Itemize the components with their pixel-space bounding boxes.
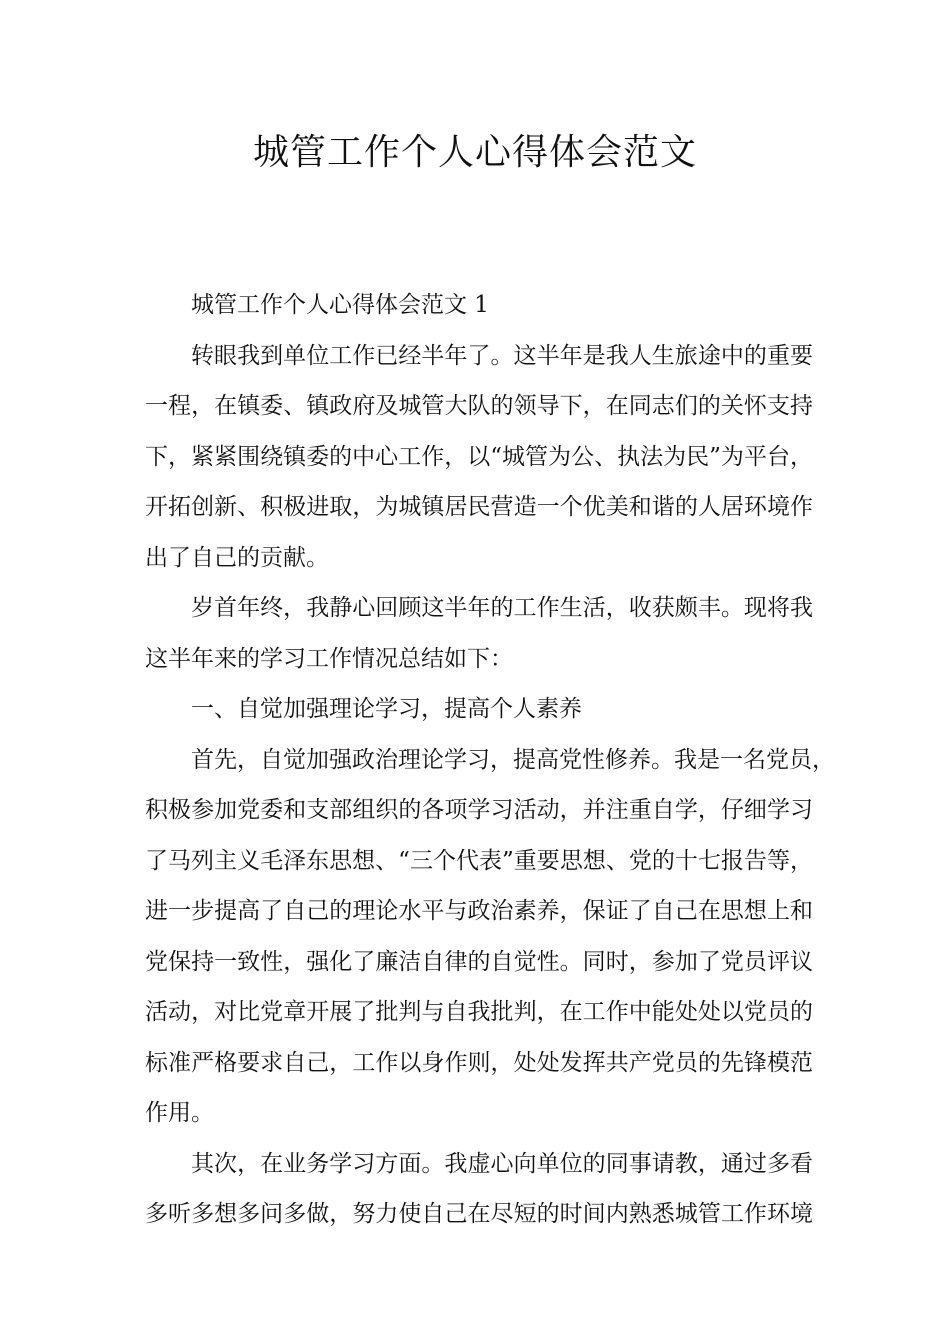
paragraph-line: 这半年来的学习工作情况总结如下： — [145, 645, 513, 672]
paragraph-line: 岁首年终，我静心回顾这半年的工作生活，收获颇丰。现将我 — [191, 595, 813, 621]
paragraph-line: 党保持一致性，强化了廉洁自律的自觉性。同时，参加了党员评议 — [145, 948, 813, 975]
paragraph-line: 转眼我到单位工作已经半年了。这半年是我人生旅途中的重要 — [191, 342, 813, 369]
document-body — [145, 280, 835, 1240]
document-title: 城管工作个人心得体会范文 — [252, 132, 697, 173]
paragraph-line: 首先，自觉加强政治理论学习，提高党性修养。我是一名党员， — [191, 746, 835, 773]
subheading: 一、自觉加强理论学习，提高个人素养 — [191, 696, 582, 722]
paragraph-line: 一程，在镇委、镇政府及城管大队的领导下，在同志们的关怀支持 — [145, 393, 813, 419]
paragraph-line: 其次，在业务学习方面。我虚心向单位的同事请教，通过多看 — [191, 1150, 813, 1177]
paragraph-line: 了马列主义毛泽东思想、“三个代表”重要思想、党的十七报告等， — [145, 847, 813, 874]
paragraph-line: 出了自己的贡献。 — [145, 544, 329, 571]
paragraph-line: 标准严格要求自己，工作以身作则，处处发挥共产党员的先锋模范 — [145, 1049, 813, 1076]
section-heading: 城管工作个人心得体会范文 1 — [191, 292, 489, 318]
paragraph-line: 多听多想多问多做，努力使自己在尽短的时间内熟悉城管工作环境 — [145, 1201, 813, 1227]
paragraph-line: 积极参加党委和支部组织的各项学习活动，并注重自学，仔细学习 — [145, 797, 813, 823]
paragraph-line: 作用。 — [145, 1100, 214, 1126]
paragraph-line: 下，紧紧围绕镇委的中心工作，以“城管为公、执法为民”为平台， — [145, 443, 813, 470]
paragraph-line: 进一步提高了自己的理论水平与政治素养，保证了自己在思想上和 — [145, 898, 813, 924]
paragraph-line: 活动，对比党章开展了批判与自我批判，在工作中能处处以党员的 — [145, 999, 813, 1025]
paragraph-line: 开拓创新、积极进取，为城镇居民营造一个优美和谐的人居环境作 — [145, 494, 813, 520]
